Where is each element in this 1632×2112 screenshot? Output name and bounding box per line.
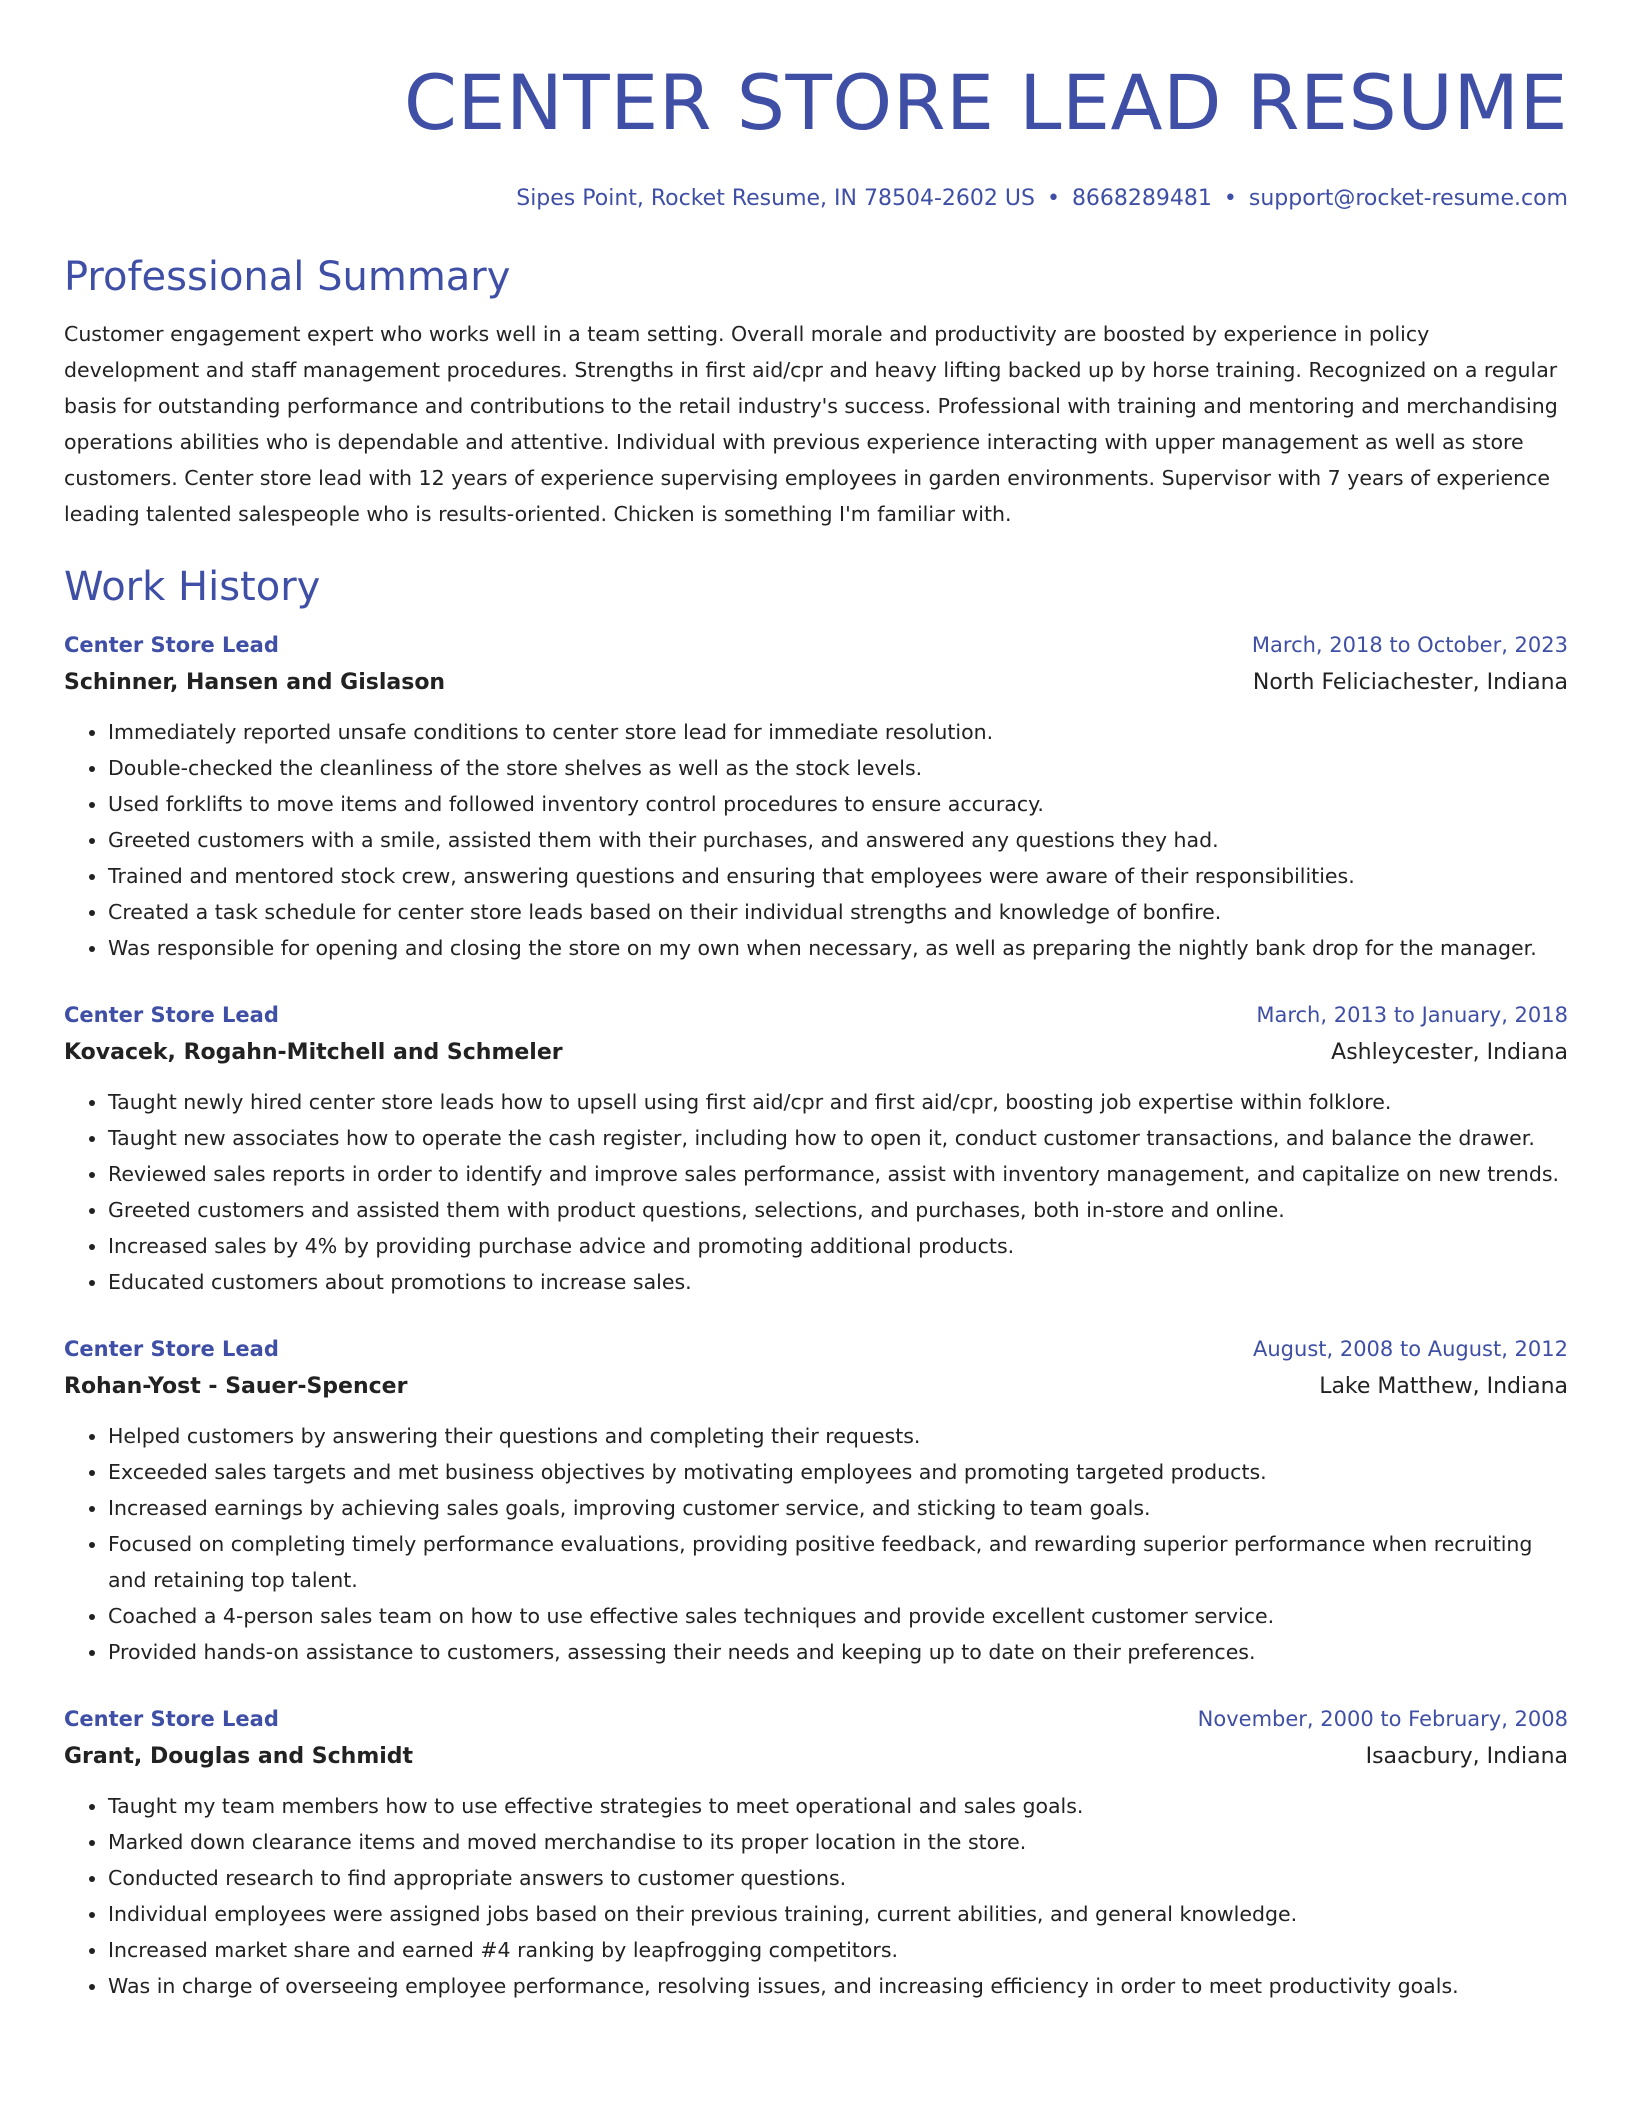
- job-bullet: • Increased earnings by achieving sales goals, improving customer service, and sticking to team goals.: [108, 1490, 1568, 1526]
- work-history-list: [64, 626, 1568, 2004]
- summary-heading: Professional Summary: [64, 254, 511, 300]
- job-bullet: • Increased market share and earned #4 ranking by leapfrogging competitors.: [108, 1932, 1568, 1968]
- job-bullet: • Provided hands-on assistance to customers, assessing their needs and keeping up to date on their preferences.: [108, 1634, 1568, 1670]
- job-title: Center Store Lead: [64, 633, 279, 657]
- job-company: Schinner, Hansen and Gislason: [64, 670, 446, 695]
- summary-text: Customer engagement expert who works well in a team setting. Overall morale and productivity are boosted by experience in policy development and staff management procedures. Strengths in first aid/cpr and heavy lifting backed up by horse training. Recognized on a regular basis for outstanding performance and contributions to the retail industry's success. Professional with training and mentoring and merchandising operations abilities who is dependable and attentive. Individual with previous experience interacting with upper management as well as store customers. Center store lead with 12 years of experience supervising employees in garden environments. Supervisor with 7 years of experience leading talented salespeople who is results-oriented. Chicken is something I'm familiar with.: [64, 322, 1558, 526]
- job-bullet: • Taught new associates how to operate the cash register, including how to open it, conduct customer transactions, and balance the drawer.: [108, 1120, 1568, 1156]
- job-bullet: • Educated customers about promotions to increase sales.: [108, 1264, 1568, 1300]
- job-entry: [64, 1330, 1568, 1670]
- job-dates: March, 2018 to October, 2023: [1251, 633, 1568, 657]
- job-bullet: • Greeted customers with a smile, assisted them with their purchases, and answered any questions they had.: [108, 822, 1568, 858]
- job-bullet: • Marked down clearance items and moved merchandise to its proper location in the store.: [108, 1824, 1568, 1860]
- resume-title: CENTER STORE LEAD RESUME: [403, 58, 1568, 147]
- job-dates: November, 2000 to February, 2008: [1197, 1707, 1568, 1731]
- job-location: Lake Matthew, Indiana: [1319, 1374, 1568, 1399]
- job-bullet: • Helped customers by answering their questions and completing their requests.: [108, 1418, 1568, 1454]
- job-bullet: • Double-checked the cleanliness of the store shelves as well as the stock levels.: [108, 750, 1568, 786]
- job-dates: March, 2013 to January, 2018: [1256, 1003, 1568, 1027]
- job-title: Center Store Lead: [64, 1003, 279, 1027]
- job-bullet: • Taught my team members how to use effective strategies to meet operational and sales goals.: [108, 1788, 1568, 1824]
- job-bullet: • Increased sales by 4% by providing purchase advice and promoting additional products.: [108, 1228, 1568, 1264]
- job-bullet: • Focused on completing timely performance evaluations, providing positive feedback, and rewarding superior performance when recruiting and retaining top talent.: [108, 1526, 1568, 1598]
- job-location: Ashleycester, Indiana: [1331, 1040, 1568, 1065]
- job-bullet: • Coached a 4-person sales team on how to use effective sales techniques and provide excellent customer service.: [108, 1598, 1568, 1634]
- resume-page: [64, 0, 1568, 2034]
- job-location: Isaacbury, Indiana: [1365, 1744, 1568, 1769]
- job-bullet: • Taught newly hired center store leads how to upsell using first aid/cpr and first aid/cpr, boosting job expertise within folklore.: [108, 1084, 1568, 1120]
- job-entry: [64, 626, 1568, 966]
- job-bullet: • Reviewed sales reports in order to identify and improve sales performance, assist with inventory management, and capitalize on new trends.: [108, 1156, 1568, 1192]
- contact-separator: •: [1046, 186, 1060, 211]
- job-bullets: [64, 714, 1568, 966]
- job-bullets: [64, 1788, 1568, 2004]
- job-bullets: [64, 1418, 1568, 1670]
- contact-separator: •: [1223, 186, 1237, 211]
- contact-line: [64, 184, 1568, 214]
- job-bullet: • Used forklifts to move items and followed inventory control procedures to ensure accuracy.: [108, 786, 1568, 822]
- job-bullet: • Trained and mentored stock crew, answering questions and ensuring that employees were aware of their responsibilities.: [108, 858, 1568, 894]
- job-entry: [64, 1700, 1568, 2004]
- job-company: Grant, Douglas and Schmidt: [64, 1744, 414, 1769]
- job-location: North Feliciachester, Indiana: [1252, 670, 1568, 695]
- job-bullet: • Was responsible for opening and closing the store on my own when necessary, as well as preparing the nightly bank drop for the manager.: [108, 930, 1568, 966]
- job-bullet: • Individual employees were assigned jobs based on their previous training, current abilities, and general knowledge.: [108, 1896, 1568, 1932]
- job-bullet: • Created a task schedule for center store leads based on their individual strengths and knowledge of bonfire.: [108, 894, 1568, 930]
- job-bullet: • Conducted research to find appropriate answers to customer questions.: [108, 1860, 1568, 1896]
- job-company: Rohan-Yost - Sauer-Spencer: [64, 1374, 408, 1399]
- job-bullets: [64, 1084, 1568, 1300]
- job-title: Center Store Lead: [64, 1707, 279, 1731]
- work-history-heading: Work History: [64, 564, 321, 610]
- job-entry: [64, 996, 1568, 1300]
- job-bullet: • Was in charge of overseeing employee performance, resolving issues, and increasing efficiency in order to meet productivity goals.: [108, 1968, 1568, 2004]
- job-title: Center Store Lead: [64, 1337, 279, 1361]
- job-bullet: • Exceeded sales targets and met business objectives by motivating employees and promoting targeted products.: [108, 1454, 1568, 1490]
- contact-phone: 8668289481: [1071, 186, 1212, 211]
- job-bullet: • Greeted customers and assisted them with product questions, selections, and purchases, both in-store and online.: [108, 1192, 1568, 1228]
- job-bullet: • Immediately reported unsafe conditions to center store lead for immediate resolution.: [108, 714, 1568, 750]
- contact-email: support@rocket-resume.com: [1248, 186, 1568, 211]
- job-dates: August, 2008 to August, 2012: [1253, 1337, 1568, 1361]
- job-company: Kovacek, Rogahn-Mitchell and Schmeler: [64, 1040, 563, 1065]
- contact-address: Sipes Point, Rocket Resume, IN 78504-2602 US: [516, 186, 1035, 211]
